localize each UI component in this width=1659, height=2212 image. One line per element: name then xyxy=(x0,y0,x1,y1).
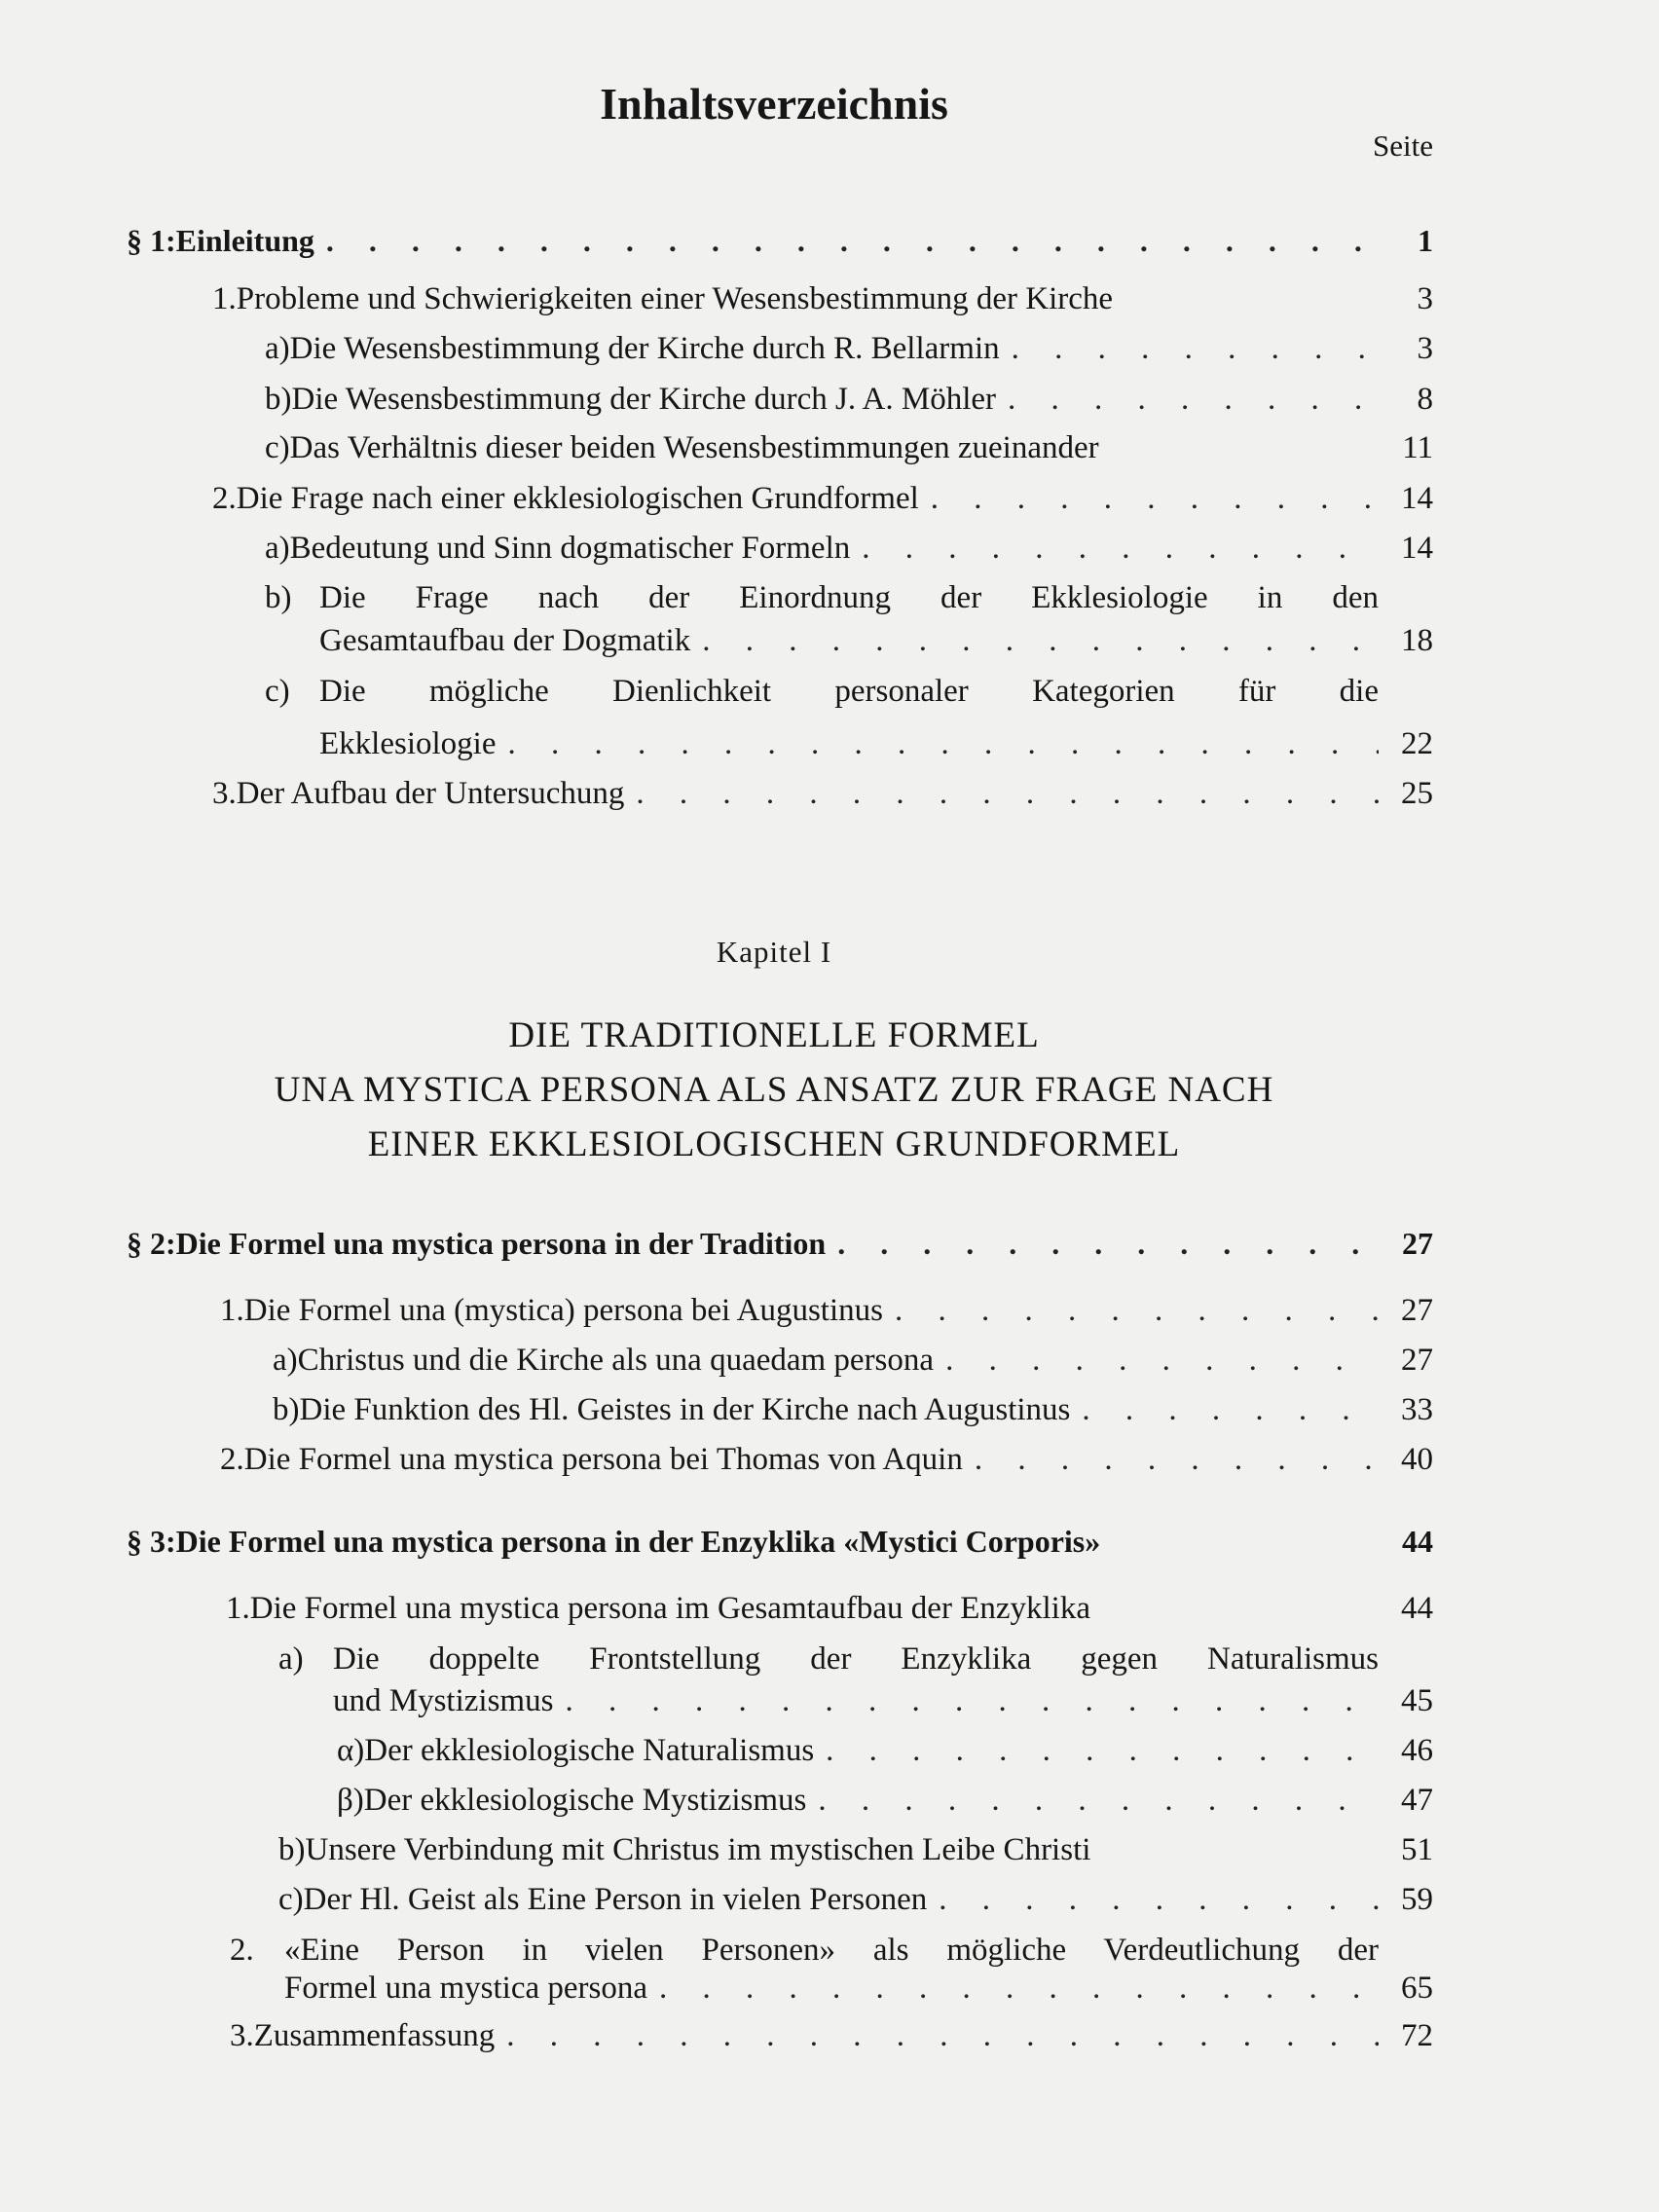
toc-entry[interactable] xyxy=(278,1828,1433,1871)
entry-number: § 1: xyxy=(127,223,176,258)
chapter-title-line: EINER EKKLESIOLOGISCHEN GRUNDFORMEL xyxy=(367,1124,1181,1164)
dot-leader xyxy=(895,1289,1379,1332)
toc-entry[interactable] xyxy=(220,1438,1433,1481)
entry-label: Die Funktion des Hl. Geistes in der Kirche nach Augustinus xyxy=(299,1392,1071,1427)
entry-number: c) xyxy=(265,430,290,465)
entry-label: Probleme und Schwierigkeiten einer Wesensbestimmung der Kirche xyxy=(236,281,1114,316)
entry-page: 11 xyxy=(1402,430,1433,465)
dot-leader xyxy=(636,772,1379,815)
entry-label: Die Frage nach der Einordnung der Ekklesiologie in den xyxy=(319,580,1379,615)
entry-label: Die Formel una (mystica) persona bei Augustinus xyxy=(243,1293,883,1328)
entry-page: 46 xyxy=(1401,1733,1433,1768)
toc-entry[interactable] xyxy=(337,1779,1433,1822)
entry-number: α) xyxy=(337,1733,365,1768)
dot-leader xyxy=(862,527,1379,570)
toc-entry[interactable] xyxy=(278,1638,1433,1680)
dot-leader xyxy=(1082,1388,1379,1431)
entry-label: Die Formel una mystica persona in der Tradition xyxy=(175,1226,827,1261)
entry-page: 3 xyxy=(1417,281,1433,316)
entry-page: 45 xyxy=(1401,1683,1433,1718)
entry-label: Christus und die Kirche als una quaedam persona xyxy=(297,1343,935,1378)
entry-label: Ekklesiologie xyxy=(319,726,497,761)
toc-entry-continuation xyxy=(284,1967,1433,2009)
entry-page: 8 xyxy=(1417,382,1433,417)
entry-label: Der Aufbau der Untersuchung xyxy=(236,776,625,811)
entry-page: 51 xyxy=(1401,1832,1433,1867)
toc-entry[interactable] xyxy=(265,670,1433,713)
chapter-title-line: DIE TRADITIONELLE FORMEL xyxy=(508,1015,1040,1055)
chapter-label: Kapitel I xyxy=(716,935,832,969)
toc-entry-continuation xyxy=(333,1679,1433,1722)
dot-leader xyxy=(975,1438,1379,1481)
toc-entry[interactable] xyxy=(230,1929,1433,1972)
toc-entry[interactable] xyxy=(230,2014,1433,2057)
entry-label: Die Wesensbestimmung der Kirche durch R. Bellarmin xyxy=(289,331,1000,366)
dot-leader xyxy=(945,1339,1379,1382)
entry-label: Der ekklesiologische Naturalismus xyxy=(364,1733,815,1768)
toc-entry[interactable] xyxy=(220,1289,1433,1332)
toc-entry[interactable] xyxy=(265,378,1433,421)
entry-number: b) xyxy=(265,382,292,417)
page-title: Inhaltsverzeichnis xyxy=(600,79,948,129)
entry-label: «Eine Person in vielen Personen» als mögliche Verdeutlichung der xyxy=(284,1933,1379,1968)
entry-page: 27 xyxy=(1401,1293,1433,1328)
entry-number: § 3: xyxy=(127,1524,176,1559)
page-column-label: Seite xyxy=(1373,129,1433,163)
entry-number: 3. xyxy=(212,776,237,811)
entry-number: a) xyxy=(265,331,290,366)
entry-page: 18 xyxy=(1401,623,1433,658)
entry-number: § 2: xyxy=(127,1226,176,1261)
entry-label: Der Hl. Geist als Eine Person in vielen Personen xyxy=(303,1882,928,1917)
dot-leader xyxy=(507,722,1379,765)
entry-number: a) xyxy=(265,531,290,566)
entry-page: 59 xyxy=(1401,1882,1433,1917)
toc-entry-continuation xyxy=(319,619,1433,662)
entry-label: Der ekklesiologische Mystizismus xyxy=(363,1783,807,1818)
toc-entry[interactable] xyxy=(273,1339,1433,1382)
entry-label: Formel una mystica persona xyxy=(284,1971,647,2006)
entry-label: Die doppelte Frontstellung der Enzyklika gegen Naturalismus xyxy=(333,1641,1379,1677)
entry-label: Einleitung xyxy=(175,223,314,258)
toc-section-1[interactable] xyxy=(127,219,1433,262)
entry-page: 47 xyxy=(1401,1783,1433,1818)
toc-entry[interactable] xyxy=(265,327,1433,370)
toc-entry[interactable] xyxy=(226,1587,1433,1630)
toc-entry[interactable] xyxy=(212,772,1433,815)
entry-label: Die Formel una mystica persona bei Thomas von Aquin xyxy=(243,1442,963,1477)
entry-label: Die Frage nach einer ekklesiologischen Grundformel xyxy=(236,481,919,516)
entry-number: b) xyxy=(273,1392,300,1427)
chapter-title-line: UNA MYSTICA PERSONA ALS ANSATZ ZUR FRAGE NACH xyxy=(274,1070,1274,1110)
entry-page: 44 xyxy=(1402,1524,1433,1559)
dot-leader xyxy=(939,1878,1379,1921)
entry-label: und Mystizismus xyxy=(333,1683,554,1718)
entry-page: 14 xyxy=(1401,531,1433,566)
dot-leader xyxy=(1008,378,1379,421)
toc-entry-continuation xyxy=(319,722,1433,765)
entry-number: a) xyxy=(278,1641,304,1677)
toc-section-2[interactable] xyxy=(127,1222,1433,1265)
dot-leader xyxy=(506,2014,1379,2057)
entry-page: 33 xyxy=(1401,1392,1433,1427)
dot-leader xyxy=(326,219,1379,262)
entry-label: Die mögliche Dienlichkeit personaler Kategorien für die xyxy=(319,674,1379,709)
entry-page: 27 xyxy=(1401,1343,1433,1378)
entry-number: 2. xyxy=(220,1442,244,1477)
entry-number: 2. xyxy=(230,1933,254,1968)
toc-entry[interactable] xyxy=(265,576,1433,619)
entry-number: b) xyxy=(278,1832,306,1867)
entry-number: c) xyxy=(278,1882,304,1917)
toc-entry[interactable] xyxy=(265,426,1433,469)
entry-label: Die Formel una mystica persona in der Enzyklika «Mystici Corporis» xyxy=(175,1524,1101,1559)
toc-entry[interactable] xyxy=(337,1729,1433,1772)
entry-page: 65 xyxy=(1401,1971,1433,2006)
entry-page: 40 xyxy=(1401,1442,1433,1477)
entry-number: b) xyxy=(265,580,292,615)
dot-leader xyxy=(818,1779,1379,1822)
dot-leader xyxy=(826,1729,1379,1772)
entry-label: Bedeutung und Sinn dogmatischer Formeln xyxy=(289,531,851,566)
entry-page: 44 xyxy=(1401,1591,1433,1626)
entry-page: 3 xyxy=(1417,331,1433,366)
entry-page: 27 xyxy=(1402,1226,1433,1261)
dot-leader xyxy=(931,477,1379,520)
entry-page: 25 xyxy=(1401,776,1433,811)
entry-number: c) xyxy=(265,674,290,709)
entry-number: 3. xyxy=(230,2018,254,2053)
entry-label: Unsere Verbindung mit Christus im mystischen Leibe Christi xyxy=(305,1832,1091,1867)
entry-label: Zusammenfassung xyxy=(253,2018,496,2053)
entry-number: 1. xyxy=(212,281,237,316)
toc-entry[interactable] xyxy=(265,527,1433,570)
dot-leader xyxy=(565,1679,1379,1722)
entry-page: 14 xyxy=(1401,481,1433,516)
entry-label: Die Wesensbestimmung der Kirche durch J. A. Möhler xyxy=(291,382,997,417)
dot-leader xyxy=(1012,327,1379,370)
entry-page: 72 xyxy=(1401,2018,1433,2053)
entry-number: a) xyxy=(273,1343,298,1378)
toc-entry[interactable] xyxy=(273,1388,1433,1431)
toc-entry[interactable] xyxy=(212,477,1433,520)
entry-page: 1 xyxy=(1418,223,1433,258)
entry-label: Die Formel una mystica persona im Gesamtaufbau der Enzyklika xyxy=(249,1591,1090,1626)
dot-leader xyxy=(702,619,1379,662)
entry-number: β) xyxy=(337,1783,364,1818)
toc-entry[interactable] xyxy=(212,277,1433,320)
dot-leader xyxy=(659,1967,1379,2009)
entry-number: 1. xyxy=(226,1591,250,1626)
entry-page: 22 xyxy=(1401,726,1433,761)
toc-entry[interactable] xyxy=(278,1878,1433,1921)
entry-number: 2. xyxy=(212,481,237,516)
entry-number: 1. xyxy=(220,1293,244,1328)
toc-section-3[interactable] xyxy=(127,1520,1433,1563)
entry-label: Das Verhältnis dieser beiden Wesensbestimmungen zueinander xyxy=(289,430,1099,465)
dot-leader xyxy=(837,1222,1379,1265)
entry-label: Gesamtaufbau der Dogmatik xyxy=(319,623,691,658)
